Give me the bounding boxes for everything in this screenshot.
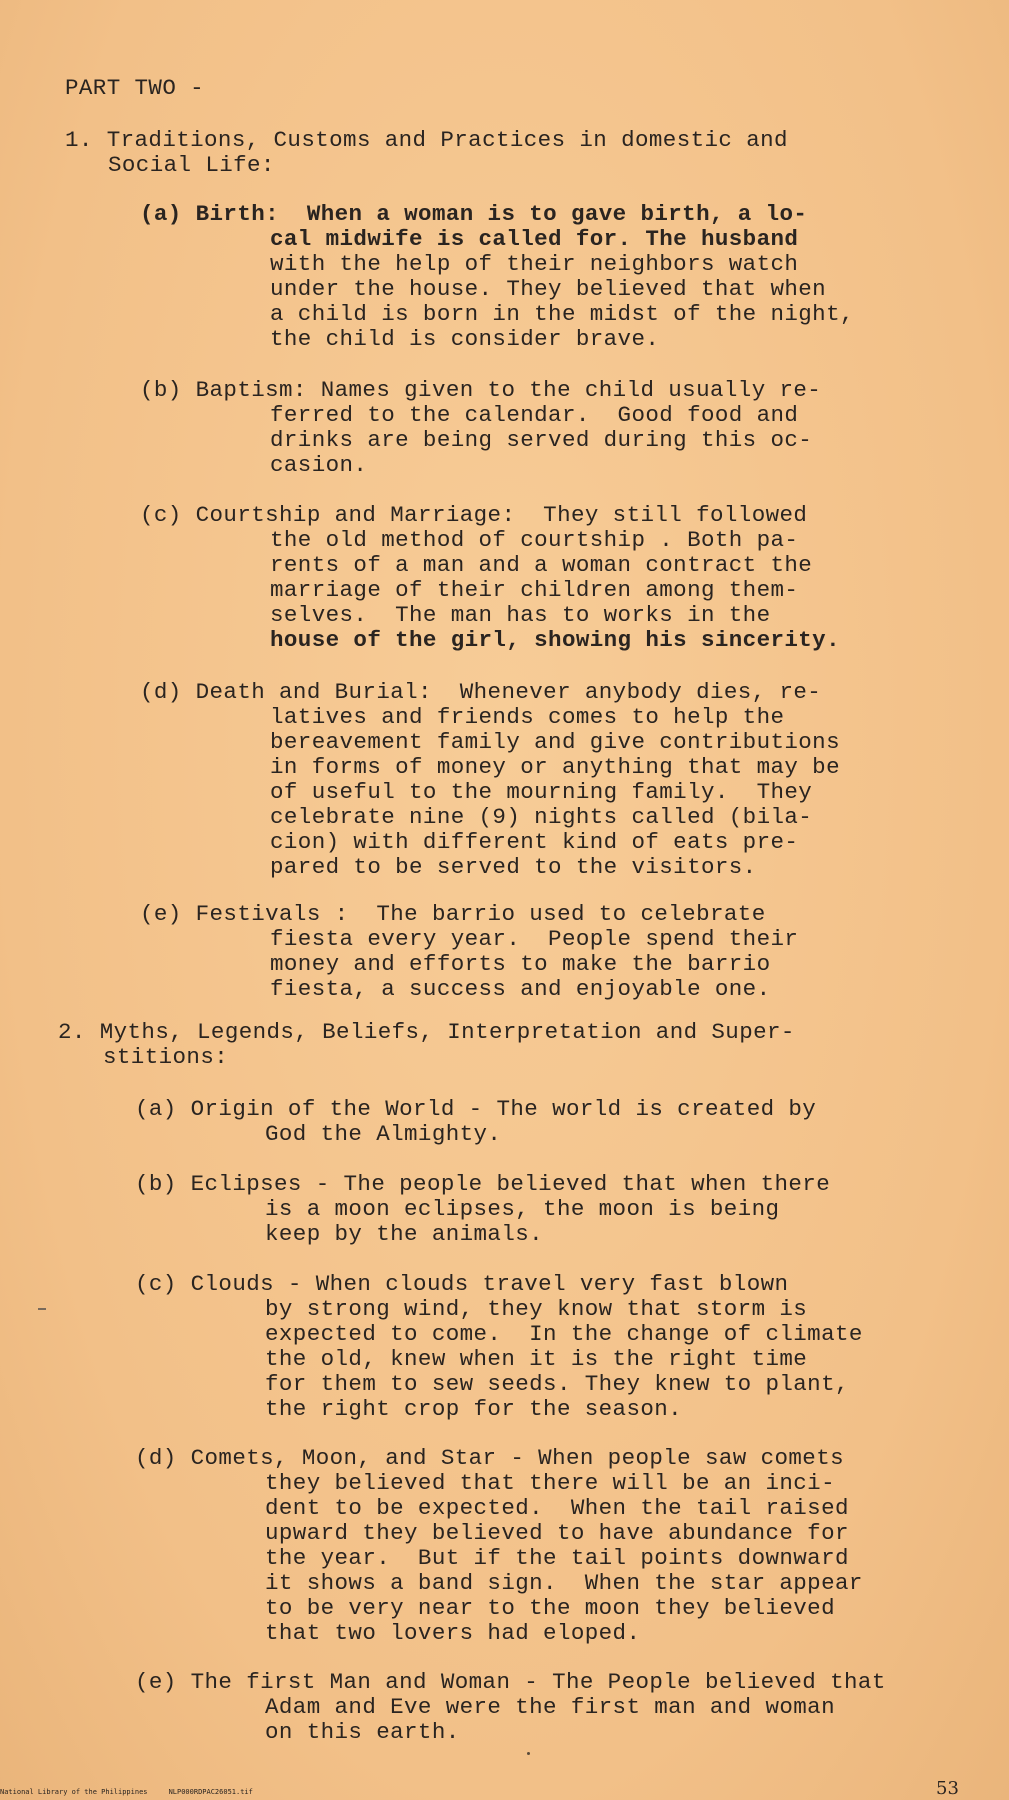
birth-line: (a) Birth: When a woman is to gave birth, a lo- — [140, 201, 808, 227]
courtship-line: (c) Courtship and Marriage: They still followed — [140, 502, 808, 528]
first-man-line: Adam and Eve were the first man and woman — [265, 1694, 835, 1720]
death-line: pared to be served to the visitors. — [270, 854, 757, 880]
courtship-line: rents of a man and a woman contract the — [270, 552, 813, 578]
comets-line: that two lovers had eloped. — [265, 1620, 641, 1646]
margin-mark — [38, 1308, 46, 1310]
birth-line: with the help of their neighbors watch — [270, 251, 799, 277]
festivals-line: fiesta every year. People spend their — [270, 926, 799, 952]
part-heading: PART TWO - — [65, 75, 205, 101]
eclipses-line: is a moon eclipses, the moon is being — [265, 1196, 780, 1222]
death-line: of useful to the mourning family. They — [270, 779, 813, 805]
death-line: (d) Death and Burial: Whenever anybody dies, re- — [140, 679, 822, 705]
origin-line: God the Almighty. — [265, 1121, 502, 1147]
death-line: bereavement family and give contributions — [270, 729, 840, 755]
comets-line: (d) Comets, Moon, and Star - When people saw comets — [135, 1445, 845, 1471]
death-line: cion) with different kind of eats pre- — [270, 829, 799, 855]
birth-line: cal midwife is called for. The husband — [270, 226, 799, 252]
death-line: celebrate nine (9) nights called (bila- — [270, 804, 813, 830]
courtship-line: the old method of courtship . Both pa- — [270, 527, 799, 553]
origin-line: (a) Origin of the World - The world is created by — [135, 1096, 817, 1122]
comets-line: upward they believed to have abundance for — [265, 1520, 849, 1546]
clouds-line: the right crop for the season. — [265, 1396, 683, 1422]
festivals-line: money and efforts to make the barrio — [270, 951, 771, 977]
comets-line: they believed that there will be an inci- — [265, 1470, 835, 1496]
courtship-line: house of the girl, showing his sincerity. — [270, 627, 840, 653]
baptism-line: drinks are being served during this oc- — [270, 427, 813, 453]
clouds-line: by strong wind, they know that storm is — [265, 1296, 808, 1322]
section1-heading-line1: 1. Traditions, Customs and Practices in domestic and — [65, 127, 788, 153]
comets-line: to be very near to the moon they believed — [265, 1595, 835, 1621]
first-man-line: (e) The first Man and Woman - The People believed that — [135, 1669, 886, 1695]
first-man-line: on this earth. — [265, 1719, 460, 1745]
festivals-line: fiesta, a success and enjoyable one. — [270, 976, 771, 1002]
section2-heading-line1: 2. Myths, Legends, Beliefs, Interpretation and Super- — [58, 1019, 795, 1045]
eclipses-line: (b) Eclipses - The people believed that when there — [135, 1171, 831, 1197]
death-line: in forms of money or anything that may be — [270, 754, 840, 780]
clouds-line: expected to come. In the change of climate — [265, 1321, 863, 1347]
comets-line: the year. But if the tail points downward — [265, 1545, 849, 1571]
clouds-line: the old, knew when it is the right time — [265, 1346, 808, 1372]
death-line: latives and friends comes to help the — [270, 704, 785, 730]
ink-dot — [527, 1752, 530, 1755]
festivals-line: (e) Festivals : The barrio used to celebrate — [140, 901, 766, 927]
birth-line: under the house. They believed that when — [270, 276, 827, 302]
comets-line: it shows a band sign. When the star appear — [265, 1570, 863, 1596]
baptism-line: (b) Baptism: Names given to the child usually re- — [140, 377, 822, 403]
courtship-line: marriage of their children among them- — [270, 577, 799, 603]
baptism-line: casion. — [270, 452, 368, 478]
comets-line: dent to be expected. When the tail raised — [265, 1495, 849, 1521]
clouds-line: for them to sew seeds. They knew to plant, — [265, 1371, 849, 1397]
clouds-line: (c) Clouds - When clouds travel very fast blown — [135, 1271, 789, 1297]
baptism-line: ferred to the calendar. Good food and — [270, 402, 799, 428]
eclipses-line: keep by the animals. — [265, 1221, 544, 1247]
section2-heading-line2: stitions: — [103, 1044, 229, 1070]
birth-line: a child is born in the midst of the night, — [270, 301, 854, 327]
archive-footer: National Library of the Philippines NLP000RDPAC26051.tif — [0, 1788, 253, 1796]
page-number: 53 — [936, 1778, 959, 1799]
section1-heading-line2: Social Life: — [108, 152, 275, 178]
courtship-line: selves. The man has to works in the — [270, 602, 771, 628]
birth-line: the child is consider brave. — [270, 326, 660, 352]
